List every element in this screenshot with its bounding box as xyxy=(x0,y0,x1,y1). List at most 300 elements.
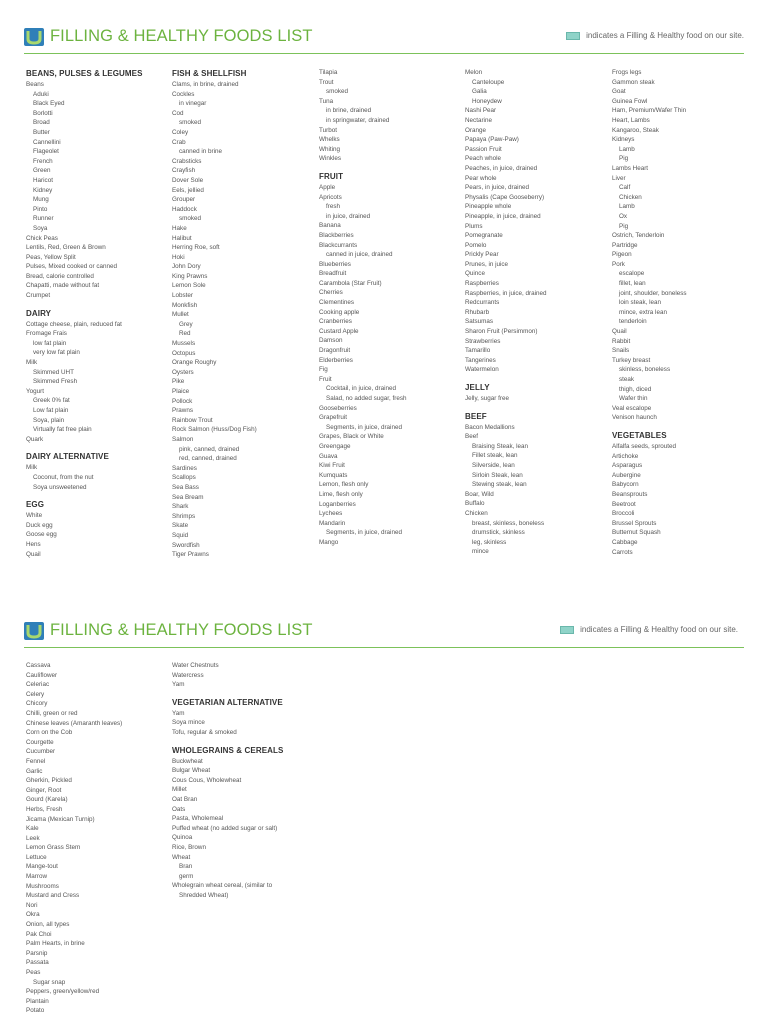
list-item: Elderberries xyxy=(319,356,353,364)
list-item: Gammon steak xyxy=(612,78,655,86)
list-item: Lambs Heart xyxy=(612,164,649,172)
list-item: Herring Roe, soft xyxy=(172,244,220,252)
list-item: Papaya (Paw-Paw) xyxy=(465,136,519,144)
list-item: Cockles xyxy=(172,90,195,98)
list-item: Beetroot xyxy=(612,500,636,508)
list-item: Watercress xyxy=(172,671,204,679)
list-subitem: Segments, in juice, drained xyxy=(326,529,402,537)
list-item: Blackcurrants xyxy=(319,241,358,249)
section-heading: BEANS, PULSES & LEGUMES xyxy=(26,69,143,78)
list-subitem: Shredded Wheat) xyxy=(179,891,229,899)
list-subitem: loin steak, lean xyxy=(619,299,662,307)
list-item: Herbs, Fresh xyxy=(26,805,63,813)
list-item: Swordfish xyxy=(172,541,200,549)
column-2 xyxy=(172,661,322,900)
list-item: Blackberries xyxy=(319,231,354,239)
list-subitem: Red xyxy=(179,330,191,338)
list-subitem: Black Eyed xyxy=(33,100,65,108)
list-item: Celeriac xyxy=(26,681,50,689)
list-item: Kangaroo, Steak xyxy=(612,126,659,134)
list-item: Babycorn xyxy=(612,481,639,489)
page-title: FILLING & HEALTHY FOODS LIST xyxy=(50,621,313,639)
section-heading: VEGETABLES xyxy=(612,430,667,440)
legend-swatch-icon xyxy=(566,32,580,40)
list-item: Puffed wheat (no added sugar or salt) xyxy=(172,824,278,832)
list-item: Heart, Lambs xyxy=(612,116,650,124)
list-item: Wholegrain wheat cereal, (similar to xyxy=(172,882,273,890)
list-item: Water Chestnuts xyxy=(172,662,219,669)
list-item: Buffalo xyxy=(465,500,485,508)
list-subitem: Butter xyxy=(33,128,50,136)
list-item: Nashi Pear xyxy=(465,107,497,115)
list-subitem: Lamb xyxy=(619,203,635,211)
list-item: Tamarillo xyxy=(465,347,491,355)
list-item: Peas, Yellow Split xyxy=(26,253,76,261)
list-subitem: canned in juice, drained xyxy=(326,251,393,259)
list-item: Orange xyxy=(465,126,487,134)
list-item: Potato xyxy=(26,1007,45,1015)
list-subitem: joint, shoulder, boneless xyxy=(619,289,687,297)
list-subitem: Wafer thin xyxy=(619,395,648,403)
list-item: Damson xyxy=(319,337,343,345)
list-item: Satsumas xyxy=(465,318,493,326)
list-subitem: Galia xyxy=(472,88,487,96)
logo-icon xyxy=(24,622,44,640)
list-subitem: fillet, lean xyxy=(619,280,646,288)
list-subitem: Stewing steak, lean xyxy=(472,481,527,489)
list-subitem: Mung xyxy=(33,196,49,204)
list-subitem: Cocktail, in juice, drained xyxy=(326,385,397,393)
list-item: Aubergine xyxy=(612,471,641,479)
list-item: Lettuce xyxy=(26,853,47,861)
list-item: Beans xyxy=(26,81,44,88)
list-item: Cooking apple xyxy=(319,308,360,316)
list-item: Orange Roughy xyxy=(172,359,217,367)
section-heading: VEGETARIAN ALTERNATIVE xyxy=(172,697,283,707)
list-subitem: Green xyxy=(33,167,51,175)
list-subitem: Low fat plain xyxy=(33,407,69,414)
list-item: Mushrooms xyxy=(26,882,59,890)
list-item: Bacon Medallions xyxy=(465,423,515,431)
section-heading: BEEF xyxy=(465,411,487,421)
list-item: Coley xyxy=(172,128,189,136)
list-subitem: canned in brine xyxy=(179,148,223,156)
list-item: Dover Sole xyxy=(172,176,204,184)
list-item: Corn on the Cob xyxy=(26,729,73,737)
list-item: Cauliflower xyxy=(26,671,58,679)
list-subitem: mince xyxy=(472,548,489,556)
list-item: Courgette xyxy=(26,738,54,746)
list-subitem: Soya xyxy=(33,224,48,232)
list-item: Grapes, Black or White xyxy=(319,433,384,441)
list-item: Kiwi Fruit xyxy=(319,462,345,470)
list-item: Dragonfruit xyxy=(319,347,351,355)
list-item: Shark xyxy=(172,503,189,511)
list-subitem: smoked xyxy=(326,88,349,96)
list-subitem: Cannellini xyxy=(33,138,61,146)
list-subitem: in brine, drained xyxy=(326,107,372,115)
list-item: Cottage cheese, plain, reduced fat xyxy=(26,320,122,328)
list-item: Turbot xyxy=(319,126,337,134)
list-item: Loganberries xyxy=(319,500,356,508)
column-1 xyxy=(26,661,176,1016)
list-item: Fig xyxy=(319,366,328,374)
list-item: Cabbage xyxy=(612,538,638,546)
list-item: Venison haunch xyxy=(612,414,657,422)
header-divider xyxy=(24,53,744,54)
list-subitem: fresh xyxy=(326,203,340,211)
list-item: Chicken xyxy=(465,509,488,517)
list-item: Haddock xyxy=(172,205,197,213)
list-subitem: very low fat plain xyxy=(33,349,80,357)
list-item: Prunes, in juice xyxy=(465,260,509,268)
list-item: Frogs legs xyxy=(612,69,642,76)
list-subitem: Silverside, lean xyxy=(472,461,515,469)
list-item: Redcurrants xyxy=(465,299,500,307)
list-subitem: Skimmed UHT xyxy=(33,368,74,376)
list-item: Jicama (Mexican Turnip) xyxy=(26,815,95,823)
list-item: Palm Hearts, in brine xyxy=(26,940,85,948)
list-item: Halibut xyxy=(172,234,192,242)
list-item: Bread, calorie controlled xyxy=(26,272,94,280)
column-2 xyxy=(172,68,322,560)
list-item: Peach whole xyxy=(465,155,502,163)
header-divider xyxy=(24,647,744,648)
list-item: Cherries xyxy=(319,289,343,297)
list-item: Mandarin xyxy=(319,519,346,527)
list-item: Leek xyxy=(26,834,40,842)
list-item: Tiger Prawns xyxy=(172,551,209,559)
list-item: Cassava xyxy=(26,662,51,669)
list-item: Quark xyxy=(26,435,44,443)
list-subitem: Coconut, from the nut xyxy=(33,473,94,481)
list-item: Winkles xyxy=(319,155,342,163)
list-item: Rock Salmon (Huss/Dog Fish) xyxy=(172,426,257,434)
list-item: Ham, Premium/Wafer Thin xyxy=(612,107,687,115)
list-item: Rhubarb xyxy=(465,308,490,316)
list-subitem: Runner xyxy=(33,215,54,223)
list-item: Yogurt xyxy=(26,387,44,395)
list-item: Nectarine xyxy=(465,116,492,124)
list-subitem: Pinto xyxy=(33,205,48,213)
list-item: Yam xyxy=(172,681,185,689)
list-item: Fromage Frais xyxy=(26,330,67,338)
list-item: Grapefruit xyxy=(319,414,347,422)
list-item: Quince xyxy=(465,270,485,278)
list-item: Oat Bran xyxy=(172,795,198,803)
list-subitem: Chicken xyxy=(619,193,642,201)
list-item: Cranberries xyxy=(319,318,352,326)
legend-swatch-icon xyxy=(560,626,574,634)
list-item: Lemon Grass Stem xyxy=(26,844,81,852)
list-item: Ginger, Root xyxy=(26,786,62,794)
list-subitem: mince, extra lean xyxy=(619,308,667,316)
list-item: Pears, in juice, drained xyxy=(465,184,530,192)
list-item: Rabbit xyxy=(612,337,631,345)
list-item: Lemon, flesh only xyxy=(319,481,369,489)
list-subitem: in vinegar xyxy=(179,100,207,108)
list-subitem: Pig xyxy=(619,155,629,163)
list-item: Pork xyxy=(612,260,625,268)
section-heading: DAIRY xyxy=(26,308,52,318)
list-item: Guinea Fowl xyxy=(612,97,648,105)
list-item: Mullet xyxy=(172,311,189,319)
list-item: Brussel Sprouts xyxy=(612,519,657,527)
list-item: Gherkin, Pickled xyxy=(26,777,72,785)
list-subitem: Salad, no added sugar, fresh xyxy=(326,395,407,402)
list-item: Passata xyxy=(26,959,49,967)
list-item: Strawberries xyxy=(465,337,501,345)
list-item: Squid xyxy=(172,531,189,539)
list-item: Pasta, Wholemeal xyxy=(172,815,224,823)
list-subitem: steak xyxy=(619,376,635,383)
list-item: Wheat xyxy=(172,853,191,861)
list-item: Kidneys xyxy=(612,136,635,144)
list-item: Clams, in brine, drained xyxy=(172,81,239,88)
list-item: Octopus xyxy=(172,349,196,357)
list-item: Bulgar Wheat xyxy=(172,767,211,775)
list-subitem: skinless, boneless xyxy=(619,366,671,374)
list-item: Monkfish xyxy=(172,301,198,309)
legend xyxy=(560,624,738,636)
column-1 xyxy=(26,68,176,559)
list-item: Chilli, green or red xyxy=(26,709,78,717)
list-item: Skate xyxy=(172,522,189,530)
list-item: Goose egg xyxy=(26,531,57,539)
list-item: Boar, Wild xyxy=(465,490,494,498)
list-subitem: Soya unsweetened xyxy=(33,483,87,491)
list-subitem: escalope xyxy=(619,270,645,278)
list-item: Oats xyxy=(172,805,186,813)
list-item: Broccoli xyxy=(612,510,635,518)
list-item: Crumpet xyxy=(26,292,51,300)
list-item: King Prawns xyxy=(172,272,208,280)
list-item: Pigeon xyxy=(612,251,632,259)
list-item: Beansprouts xyxy=(612,490,648,498)
list-item: Hens xyxy=(26,540,41,548)
list-item: Peas xyxy=(26,969,41,976)
list-subitem: low fat plain xyxy=(33,339,67,347)
list-item: Millet xyxy=(172,786,187,794)
list-subitem: Grey xyxy=(179,320,193,328)
list-item: Passion Fruit xyxy=(465,145,502,153)
list-item: Trout xyxy=(319,78,334,86)
list-item: Cous Cous, Wholewheat xyxy=(172,776,242,784)
section-heading: FISH & SHELLFISH xyxy=(172,69,247,78)
legend-text: indicates a Filling & Healthy food on our site. xyxy=(586,31,744,40)
legend xyxy=(566,30,744,42)
page-title: FILLING & HEALTHY FOODS LIST xyxy=(50,27,313,45)
section-heading: WHOLEGRAINS & CEREALS xyxy=(172,745,284,755)
list-item: Plums xyxy=(465,222,483,230)
list-item: Salmon xyxy=(172,435,194,443)
list-item: Pineapple, in juice, drained xyxy=(465,212,541,220)
list-item: Cucumber xyxy=(26,748,56,756)
list-subitem: Kidney xyxy=(33,186,53,194)
list-item: Kumquats xyxy=(319,471,348,479)
list-item: Gourd (Karela) xyxy=(26,796,68,804)
list-item: Lemon Sole xyxy=(172,282,206,290)
list-item: Mango xyxy=(319,538,339,546)
list-item: Nori xyxy=(26,901,38,909)
list-item: Pomelo xyxy=(465,241,487,249)
list-subitem: smoked xyxy=(179,215,202,223)
list-item: Parsnip xyxy=(26,949,48,957)
list-subitem: Segments, in juice, drained xyxy=(326,423,402,431)
list-item: Grouper xyxy=(172,196,196,204)
list-item: Plaice xyxy=(172,388,190,395)
list-item: Kale xyxy=(26,825,39,833)
page-header xyxy=(24,618,744,646)
list-item: Fruit xyxy=(319,375,332,383)
logo-icon xyxy=(24,28,44,46)
list-item: Marrow xyxy=(26,873,47,881)
list-item: Eels, jellied xyxy=(172,186,204,194)
section-heading: DAIRY ALTERNATIVE xyxy=(26,452,109,462)
list-subitem: Flageolet xyxy=(33,148,59,156)
list-item: Crayfish xyxy=(172,167,196,175)
list-item: Ostrich, Tenderloin xyxy=(612,232,665,240)
list-item: Apricots xyxy=(319,193,342,201)
list-item: Snails xyxy=(612,347,630,355)
list-item: Tuna xyxy=(319,97,334,105)
list-item: Chick Peas xyxy=(26,234,58,242)
list-subitem: leg, skinless xyxy=(472,538,507,546)
list-subitem: Lamb xyxy=(619,145,635,153)
list-item: Quail xyxy=(26,550,41,558)
column-4 xyxy=(465,68,615,557)
list-item: Lychees xyxy=(319,510,343,518)
list-item: Milk xyxy=(26,464,38,472)
list-item: John Dory xyxy=(172,263,201,271)
list-subitem: Fillet steak, lean xyxy=(472,452,518,460)
list-item: Clementines xyxy=(319,299,354,307)
list-item: Onion, all types xyxy=(26,921,70,929)
list-item: Buckwheat xyxy=(172,757,203,765)
list-subitem: thigh, diced xyxy=(619,385,652,393)
list-item: Cod xyxy=(172,109,184,117)
list-item: Mussels xyxy=(172,340,196,348)
list-item: Carrots xyxy=(612,548,633,556)
list-item: Milk xyxy=(26,359,38,367)
list-item: Raspberries xyxy=(465,280,499,288)
page-2 xyxy=(0,600,768,1024)
list-item: Sea Bass xyxy=(172,483,199,491)
list-item: Yam xyxy=(172,709,185,717)
list-subitem: smoked xyxy=(179,119,202,127)
list-item: Physalis (Cape Gooseberry) xyxy=(465,193,545,201)
list-subitem: Broad xyxy=(33,119,50,127)
list-item: White xyxy=(26,512,43,520)
list-item: Lentils, Red, Green & Brown xyxy=(26,244,106,252)
list-subitem: tenderloin xyxy=(619,318,647,326)
list-subitem: Greek 0% fat xyxy=(33,397,70,405)
list-item: Crab xyxy=(172,138,186,146)
list-subitem: French xyxy=(33,157,53,165)
list-item: Jelly, sugar free xyxy=(465,395,509,402)
list-item: Fennel xyxy=(26,757,46,765)
list-item: Hake xyxy=(172,224,187,232)
list-item: Crabsticks xyxy=(172,157,202,165)
list-subitem: Haricot xyxy=(33,176,53,184)
list-item: Beef xyxy=(465,433,478,441)
section-heading: JELLY xyxy=(465,383,490,392)
list-item: Watermelon xyxy=(465,366,499,374)
list-subitem: in springwater, drained xyxy=(326,116,390,124)
list-subitem: breast, skinless, boneless xyxy=(472,519,545,527)
list-item: Prawns xyxy=(172,407,193,415)
list-item: Celery xyxy=(26,690,45,698)
list-subitem: Sirloin Steak, lean xyxy=(472,471,523,479)
list-subitem: Bran xyxy=(179,863,193,871)
list-item: Sharon Fruit (Persimmon) xyxy=(465,328,538,336)
list-item: Whelks xyxy=(319,136,340,144)
section-heading: EGG xyxy=(26,500,45,510)
list-item: Turkey breast xyxy=(612,356,651,364)
section-heading: FRUIT xyxy=(319,171,344,181)
list-item: Hoki xyxy=(172,253,185,261)
list-item: Sea Bream xyxy=(172,493,204,501)
list-item: Raspberries, in juice, drained xyxy=(465,289,547,297)
list-item: Custard Apple xyxy=(319,327,359,335)
list-item: Pear whole xyxy=(465,174,497,182)
list-item: Butternut Squash xyxy=(612,529,661,537)
list-subitem: Pig xyxy=(619,222,629,230)
legend-text: indicates a Filling & Healthy food on our site. xyxy=(580,625,738,634)
list-item: Chicory xyxy=(26,700,48,708)
list-item: Breadfruit xyxy=(319,270,347,278)
list-item: Gooseberries xyxy=(319,404,357,412)
list-item: Greengage xyxy=(319,442,351,450)
list-item: Tofu, regular & smoked xyxy=(172,728,237,736)
list-subitem: Aduki xyxy=(33,90,49,98)
list-item: Banana xyxy=(319,222,341,230)
list-item: Pike xyxy=(172,378,185,386)
list-item: Melon xyxy=(465,69,483,76)
list-item: Lime, flesh only xyxy=(319,490,363,498)
list-item: Peppers, green/yellow/red xyxy=(26,988,100,996)
list-item: Pomegranate xyxy=(465,232,503,240)
list-subitem: Calf xyxy=(619,184,631,192)
list-subitem: red, canned, drained xyxy=(179,455,237,463)
list-item: Garlic xyxy=(26,767,43,775)
list-subitem: Borlotti xyxy=(33,109,53,117)
list-subitem: Canteloupe xyxy=(472,78,505,86)
list-item: Pollock xyxy=(172,397,193,405)
list-subitem: Braising Steak, lean xyxy=(472,442,529,450)
column-3 xyxy=(319,68,469,548)
list-item: Pak Choi xyxy=(26,930,52,938)
list-item: Peaches, in juice, drained xyxy=(465,164,538,172)
list-item: Duck egg xyxy=(26,521,53,529)
list-item: Asparagus xyxy=(612,462,643,470)
list-subitem: Virtually fat free plain xyxy=(33,426,92,434)
list-item: Partridge xyxy=(612,241,638,249)
page-header xyxy=(24,24,744,52)
list-item: Mustard and Cress xyxy=(26,892,80,900)
list-item: Pineapple whole xyxy=(465,203,512,211)
list-item: Okra xyxy=(26,911,40,919)
column-5 xyxy=(612,68,762,557)
list-item: Shrimps xyxy=(172,512,196,520)
list-item: Chinese leaves (Amaranth leaves) xyxy=(26,719,123,727)
list-subitem: Soya, plain xyxy=(33,416,65,424)
list-item: Oysters xyxy=(172,368,194,376)
list-item: Alfalfa seeds, sprouted xyxy=(612,442,677,450)
list-item: Chapatti, made without fat xyxy=(26,282,100,290)
list-item: Goat xyxy=(612,88,626,96)
list-item: Lobster xyxy=(172,292,194,300)
